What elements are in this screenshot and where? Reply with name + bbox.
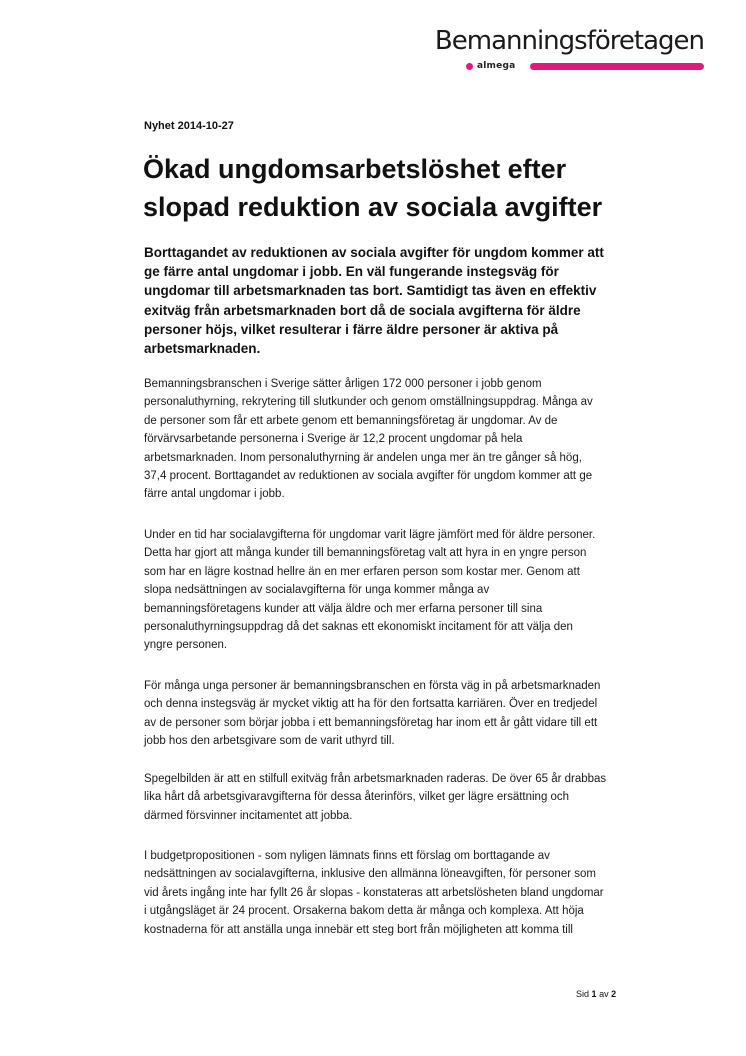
page-number: [576, 988, 616, 1000]
ingress-line: personer höjs, vilket resulterar i färre äldre personer är aktiva på: [144, 321, 559, 337]
paragraph-line: bemanningsföretagens kunder att välja äldre och mer erfarna personer till sina: [144, 602, 543, 615]
paragraph-line: I budgetpropositionen - som nyligen lämnats finns ett förslag om borttagande av: [144, 850, 550, 862]
logo-dot-icon: [466, 63, 473, 70]
ingress-line: Borttagandet av reduktionen av sociala avgifter för ungdom kommer att: [144, 245, 604, 260]
paragraph-line: För många unga personer är bemanningsbranschen en första väg in på arbetsmarknaden: [144, 680, 601, 692]
body-paragraph: [144, 770, 644, 825]
paragraph-line: slopa nedsättningen av socialavgifterna för unga kommer många av: [144, 584, 490, 597]
article-title: [143, 150, 663, 226]
body-paragraph: [144, 375, 644, 504]
body-paragraph: [144, 677, 644, 751]
paragraph-line: Bemanningsbranschen i Sverige sätter årligen 172 000 personer i jobb genom: [144, 378, 542, 390]
logo-bar: [466, 62, 704, 71]
total-pages: 2: [611, 989, 617, 999]
paragraph-line: Under en tid har socialavgifterna för ungdomar varit lägre jämfört med för äldre personer.: [144, 529, 596, 541]
paragraph-line: lika hårt då arbetsgivaravgifterna för dessa återinförs, vilket ger lägre ersättning och: [144, 791, 570, 804]
paragraph-line: de personer som får ett arbete genom ett bemanningsföretag är ungdomar. Av de: [144, 414, 558, 427]
paragraph-line: personaluthyrningsuppdrag då det saknas ett ekonomiskt incitament för att välja den: [144, 621, 573, 634]
paragraph-line: i utgångsläget är 24 procent. Orsakerna bakom detta är många och komplexa. Att höja: [144, 905, 584, 918]
ingress-line: exitväg från arbetsmarknaden bort då de sociala avgifterna för äldre: [144, 302, 581, 318]
paragraph-line: Detta har gjort att många kunder till bemanningsföretag valt att hyra in en yngre person: [144, 547, 587, 560]
paragraph-line: jobb hos den arbetsgivare som de varit uthyrd till.: [144, 735, 395, 748]
paragraph-line: färre antal ungdomar i jobb.: [144, 488, 285, 501]
paragraph-line: av de personer som börjar jobba i ett bemanningsföretag har inom ett år gått vidare till ett: [144, 716, 598, 729]
paragraph-line: arbetsmarknaden. Inom personaluthyrning är andelen unga mer än tre gånger så hög,: [144, 451, 582, 464]
logo-accent-line: [530, 63, 704, 70]
brand-logo: [434, 24, 704, 72]
paragraph-line: som har en lägre kostnad hellre än en mer erfaren person som kostar mer. Genom att: [144, 565, 580, 578]
paragraph-line: nedsättningen av socialavgifterna, inklusive den allmänna löneavgiften, för personer som: [144, 868, 596, 881]
ingress-line: ge färre antal ungdomar i jobb. En väl fungerande instegsväg för: [144, 264, 559, 280]
article-ingress: [144, 243, 644, 358]
current-page: 1: [591, 989, 597, 999]
ingress-line: ungdomar till arbetsmarknaden tas bort. Samtidigt tas även en effektiv: [144, 283, 597, 299]
news-dateline: Nyhet 2014-10-27: [144, 120, 234, 132]
paragraph-line: Spegelbilden är att en stilfull exitväg från arbetsmarknaden raderas. De över 65 år drabbas: [144, 773, 607, 785]
ingress-line: arbetsmarknaden.: [144, 341, 261, 357]
page-number-prefix: Sid: [576, 989, 590, 999]
paragraph-line: därmed försvinner incitamentet att jobba.: [144, 809, 353, 822]
paragraph-line: kostnaderna för att anställa unga innebär ett steg bort från möjligheten att komma till: [144, 923, 573, 936]
paragraph-line: vid årets ingång inte har fyllt 26 år slopas - konstateras att arbetslösheten bland ungdomar: [144, 886, 604, 899]
paragraph-line: personaluthyrning, rekrytering till slutkunder och genom omställningsuppdrag. Många av: [144, 396, 593, 409]
paragraph-line: 37,4 procent. Borttagandet av reduktionen av sociala avgifter för ungdom kommer att ge: [144, 470, 593, 483]
body-paragraph: [144, 847, 644, 939]
paragraph-line: förvärvsarbetande personerna i Sverige är 12,2 procent ungdomar på hela: [144, 433, 523, 446]
page-number-separator: av: [599, 989, 609, 999]
paragraph-line: yngre personen.: [144, 639, 228, 652]
logo-wordmark: Bemanningsföretagen: [434, 26, 704, 56]
title-line: slopad reduktion av sociala avgifter: [143, 192, 603, 222]
paragraph-line: och denna instegsväg är mycket viktig att ha för den fortsatta karriären. Över en tredjedel: [144, 698, 598, 711]
title-line: Ökad ungdomsarbetslöshet efter: [143, 154, 567, 184]
body-paragraph: [144, 526, 644, 655]
logo-subtext: almega: [477, 61, 516, 71]
